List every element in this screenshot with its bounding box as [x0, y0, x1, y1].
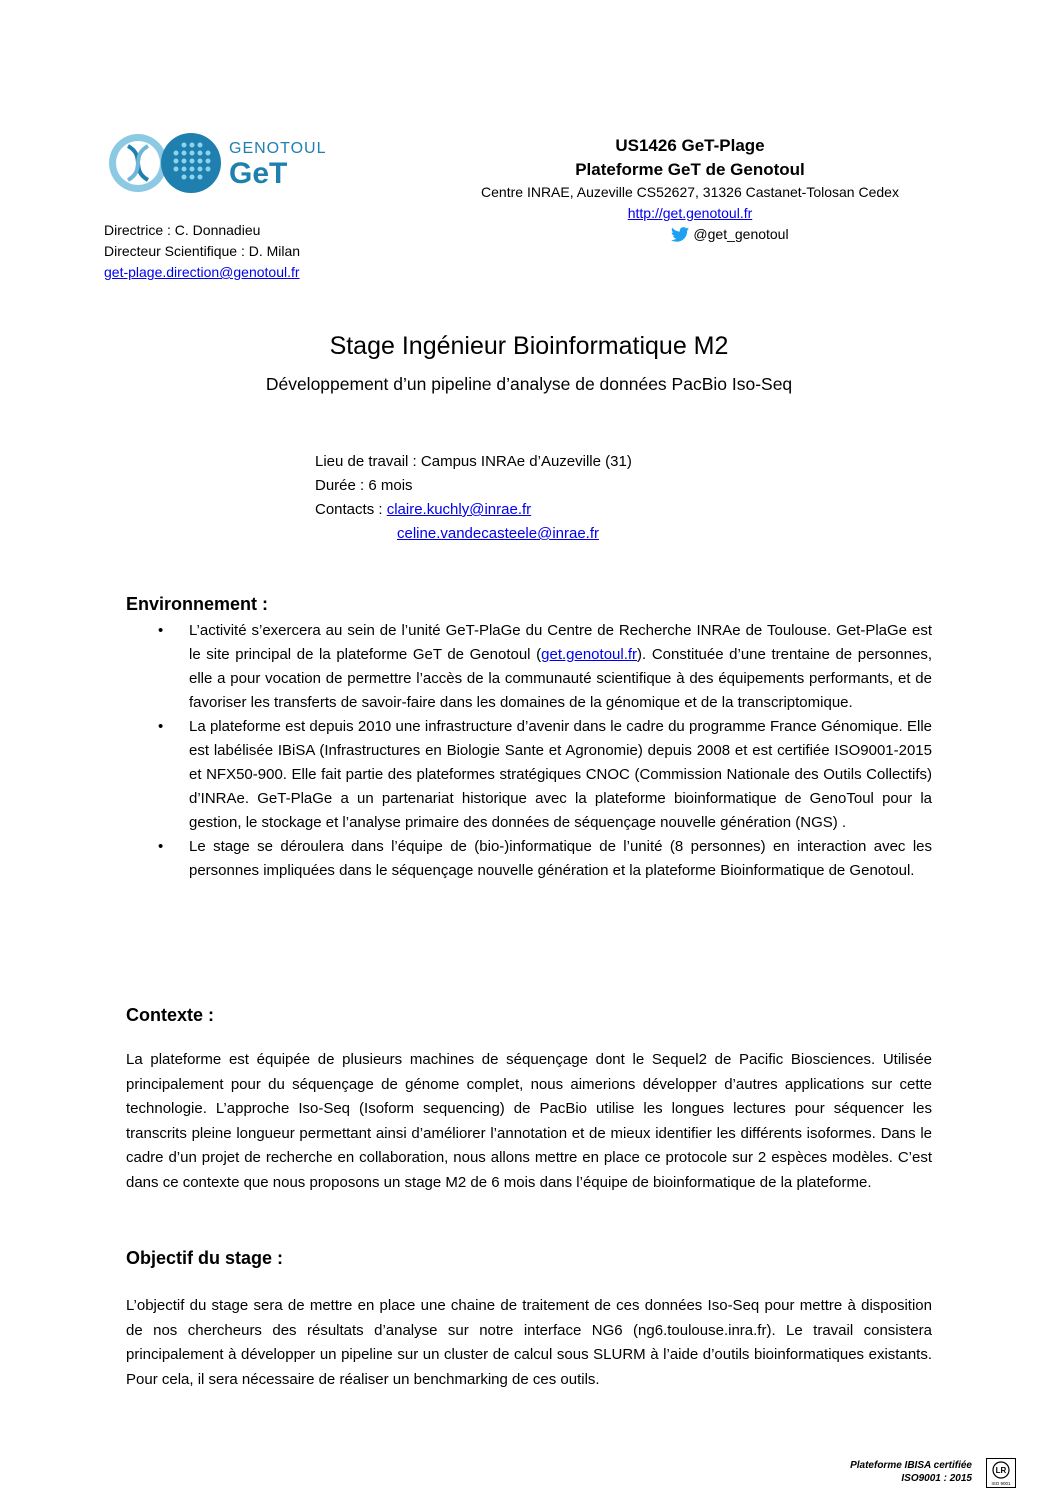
list-item [158, 619, 932, 715]
bullet-icon: • [158, 718, 164, 735]
genotoul-link[interactable]: get.genotoul.fr [541, 646, 638, 663]
directrice: Directrice : C. Donnadieu [104, 222, 261, 238]
twitter-handle-row[interactable] [671, 224, 788, 245]
bullet-text-2: La plateforme est depuis 2010 une infrastructure d’avenir dans le cadre du programme France Génomique. Elle est labélisée IBiSA (Infrastructures en Biologie Sante et Agronomie) depuis 2008 et est certifiée ISO9001-2015 et NFX50-900. Elle fait partie des plateformes stratégiques CNOC (Commission Nationale des Outils Collectifs) d’INRAe. GeT-PlaGe a un partenariat historique avec la plateforme bioinformatique de GenoToul pour la gestion, le stockage et l’analyse primaire des données de séquençage nouvelle génération (NGS) . [189, 718, 932, 831]
list-item [158, 835, 932, 883]
direction-block [104, 220, 300, 283]
contacts-row [315, 498, 632, 522]
website-link[interactable]: http://get.genotoul.fr [627, 205, 753, 221]
job-info [315, 450, 632, 546]
contact-email-2[interactable]: celine.vandecasteele@inrae.fr [397, 525, 600, 542]
genotoul-logo [106, 128, 336, 198]
org-address: Centre INRAE, Auzeville CS52627, 31326 Castanet-Tolosan Cedex [481, 184, 899, 200]
section-title-environnement: Environnement : [126, 594, 269, 614]
organization-header [430, 134, 950, 248]
bullet-text-1-post: ). Constituée d’une trentaine de personnes, elle a pour vocation de permettre l’accès de la communauté scientifique à des équipements performants, et de favoriser les transferts de savoir-faire dans les domaines de la génomique et de la transcriptomique. [189, 646, 932, 711]
contact-email-1[interactable]: claire.kuchly@inrae.fr [386, 501, 532, 518]
logo-text-bottom: GeT [229, 157, 288, 190]
contacts-label: Contacts : [315, 501, 387, 518]
environnement-list [158, 619, 932, 883]
genotoul-logo-graphic [106, 128, 336, 198]
org-title-unit: US1426 GeT-Plage [615, 136, 765, 155]
section-title-contexte: Contexte : [126, 1005, 215, 1025]
directeur-scientifique: Directeur Scientifique : D. Milan [104, 243, 301, 259]
direction-email-link[interactable]: get-plage.direction@genotoul.fr [104, 264, 300, 280]
logo-text-top: GENOTOUL [229, 140, 327, 157]
svg-text:ISO 9001: ISO 9001 [991, 1481, 1011, 1486]
svg-text:LR: LR [995, 1466, 1007, 1475]
bullet-icon: • [158, 838, 164, 855]
bullet-icon: • [158, 622, 164, 639]
objectif-paragraph: L’objectif du stage sera de mettre en place une chaine de traitement de ces données Iso-Seq pour mettre à disposition de nos chercheurs des résultats d’analyse sur notre interface NG6 (ng6.toulouse.inra.fr). Le travail consistera principalement à développer un pipeline sur un cluster de calcul sous SLURM à l’aide d’outils bioinformatiques existants. Pour cela, il sera nécessaire de réaliser un benchmarking de ces outils. [126, 1297, 932, 1388]
certification-line-2: ISO9001 : 2015 [901, 1473, 972, 1484]
work-location: Lieu de travail : Campus INRAe d’Auzeville (31) [315, 453, 632, 470]
twitter-icon [671, 227, 689, 242]
duration: Durée : 6 mois [315, 477, 413, 494]
org-title-platform: Plateforme GeT de Genotoul [575, 160, 805, 179]
contexte-paragraph: La plateforme est équipée de plusieurs machines de séquençage dont le Sequel2 de Pacific Biosciences. Utilisée principalement pour du séquençage de génome complet, nous aimerions développer d’autres applications sur cette technologie. L’approche Iso-Seq (Isoform sequencing) de PacBio utilise les longues lectures pour séquencer les transcrits pleine longueur permettant ainsi d’améliorer l’annotation et de mieux identifier les différents isoformes. Dans le cadre d’un projet de recherche en collaboration, nous allons mettre en place ce protocole sur 2 espèces modèles. C’est dans ce contexte que nous proposons un stage M2 de 6 mois dans l’équipe de bioinformatique de la plateforme. [126, 1051, 932, 1191]
page-subtitle: Développement d’un pipeline d’analyse de données PacBio Iso-Seq [265, 374, 793, 394]
section-title-objectif: Objectif du stage : [126, 1248, 284, 1268]
bullet-text-1-pre: L’activité s’exercera au sein de l’unité GeT-PlaGe du Centre de Recherche INRAe de Toulouse. Get-PlaGe est le site principal de la plateforme GeT de Genotoul ( [189, 622, 932, 663]
twitter-handle: @get_genotoul [693, 226, 789, 242]
list-item [158, 715, 932, 835]
certification-footer [850, 1459, 972, 1485]
page-title: Stage Ingénieur Bioinformatique M2 [329, 332, 729, 360]
bullet-text-3: Le stage se déroulera dans l’équipe de (bio-)informatique de l’unité (8 personnes) en interaction avec les personnes impliquées dans le séquençage nouvelle génération et la plateforme Bioinformatique de Genotoul. [189, 838, 932, 879]
iso-certification-badge-icon [986, 1458, 1016, 1488]
certification-line-1: Plateforme IBISA certifiée [850, 1460, 972, 1471]
